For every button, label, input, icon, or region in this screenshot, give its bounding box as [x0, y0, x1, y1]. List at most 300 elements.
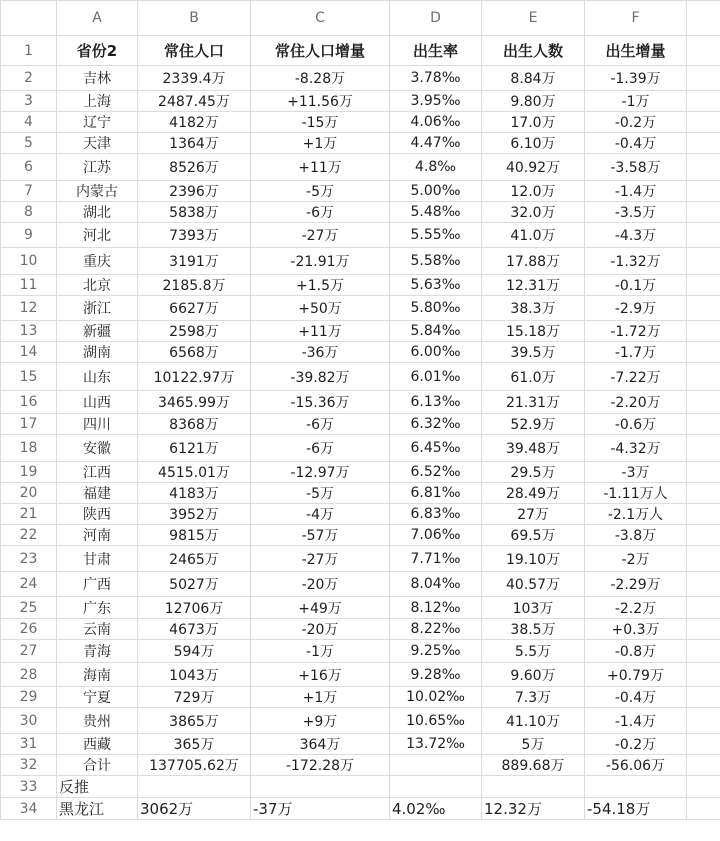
- cell-d31[interactable]: 13.72‰: [390, 734, 482, 755]
- cell-b17[interactable]: 8368万: [138, 414, 251, 435]
- cell-b29[interactable]: 729万: [138, 687, 251, 708]
- cell-a4[interactable]: 辽宁: [57, 112, 138, 133]
- cell-f28[interactable]: +0.79万: [585, 663, 687, 687]
- cell-g19[interactable]: [687, 462, 720, 483]
- cell-f2[interactable]: -1.39万: [585, 66, 687, 91]
- cell-e1[interactable]: 出生人数: [482, 36, 585, 66]
- table-row: [1, 462, 720, 483]
- cell-d5[interactable]: 4.47‰: [390, 133, 482, 154]
- cell-e24[interactable]: 40.57万: [482, 572, 585, 597]
- cell-d11[interactable]: 5.63‰: [390, 275, 482, 296]
- cell-b34[interactable]: 3062万: [138, 798, 251, 820]
- cell-e8[interactable]: 32.0万: [482, 202, 585, 223]
- row-number[interactable]: 20: [1, 483, 57, 504]
- cell-a23[interactable]: 甘肃: [57, 546, 138, 572]
- cell-b21[interactable]: 3952万: [138, 504, 251, 525]
- cell-g18[interactable]: [687, 435, 720, 462]
- cell-e3[interactable]: 9.80万: [482, 91, 585, 112]
- cell-b16[interactable]: 3465.99万: [138, 391, 251, 414]
- cell-b1[interactable]: 常住人口: [138, 36, 251, 66]
- cell-c10[interactable]: -21.91万: [251, 248, 390, 275]
- row-number[interactable]: 17: [1, 414, 57, 435]
- cell-a27[interactable]: 青海: [57, 640, 138, 663]
- cell-b11[interactable]: 2185.8万: [138, 275, 251, 296]
- column-header-c[interactable]: C: [251, 1, 390, 36]
- cell-f32[interactable]: -56.06万: [585, 755, 687, 776]
- cell-a7[interactable]: 内蒙古: [57, 181, 138, 202]
- cell-c3[interactable]: +11.56万: [251, 91, 390, 112]
- cell-g4[interactable]: [687, 112, 720, 133]
- table-row: [1, 572, 720, 597]
- cell-c21[interactable]: -4万: [251, 504, 390, 525]
- cell-g14[interactable]: [687, 342, 720, 363]
- cell-a16[interactable]: 山西: [57, 391, 138, 414]
- cell-b31[interactable]: 365万: [138, 734, 251, 755]
- cell-e7[interactable]: 12.0万: [482, 181, 585, 202]
- cell-g15[interactable]: [687, 363, 720, 391]
- table-row: [1, 663, 720, 687]
- cell-e28[interactable]: 9.60万: [482, 663, 585, 687]
- cell-g12[interactable]: [687, 296, 720, 321]
- cell-e17[interactable]: 52.9万: [482, 414, 585, 435]
- cell-a32[interactable]: 合计: [57, 755, 138, 776]
- cell-c27[interactable]: -1万: [251, 640, 390, 663]
- cell-a12[interactable]: 浙江: [57, 296, 138, 321]
- row-number[interactable]: 28: [1, 663, 57, 687]
- cell-a30[interactable]: 贵州: [57, 708, 138, 734]
- row-number[interactable]: 18: [1, 435, 57, 462]
- cell-c13[interactable]: +11万: [251, 321, 390, 342]
- cell-b9[interactable]: 7393万: [138, 223, 251, 248]
- table-row: [1, 275, 720, 296]
- cell-g16[interactable]: [687, 391, 720, 414]
- cell-b8[interactable]: 5838万: [138, 202, 251, 223]
- column-header-g[interactable]: [687, 1, 720, 36]
- cell-a1[interactable]: 省份2: [57, 36, 138, 66]
- cell-f21[interactable]: -2.1万人: [585, 504, 687, 525]
- cell-b26[interactable]: 4673万: [138, 619, 251, 640]
- cell-d27[interactable]: 9.25‰: [390, 640, 482, 663]
- column-header-b[interactable]: B: [138, 1, 251, 36]
- row-number[interactable]: 3: [1, 91, 57, 112]
- cell-d4[interactable]: 4.06‰: [390, 112, 482, 133]
- cell-g26[interactable]: [687, 619, 720, 640]
- cell-e13[interactable]: 15.18万: [482, 321, 585, 342]
- cell-e19[interactable]: 29.5万: [482, 462, 585, 483]
- cell-a20[interactable]: 福建: [57, 483, 138, 504]
- cell-f20[interactable]: -1.11万人: [585, 483, 687, 504]
- cell-b2[interactable]: 2339.4万: [138, 66, 251, 91]
- cell-g33[interactable]: [687, 776, 720, 798]
- cell-a34[interactable]: 黑龙江: [57, 798, 138, 820]
- cell-d7[interactable]: 5.00‰: [390, 181, 482, 202]
- cell-d34[interactable]: 4.02‰: [390, 798, 482, 820]
- cell-f30[interactable]: -1.4万: [585, 708, 687, 734]
- cell-f25[interactable]: -2.2万: [585, 597, 687, 619]
- cell-f6[interactable]: -3.58万: [585, 154, 687, 181]
- cell-e25[interactable]: 103万: [482, 597, 585, 619]
- cell-g32[interactable]: [687, 755, 720, 776]
- cell-g22[interactable]: [687, 525, 720, 546]
- cell-d32[interactable]: [390, 755, 482, 776]
- row-number[interactable]: 7: [1, 181, 57, 202]
- cell-f8[interactable]: -3.5万: [585, 202, 687, 223]
- cell-f27[interactable]: -0.8万: [585, 640, 687, 663]
- cell-e27[interactable]: 5.5万: [482, 640, 585, 663]
- cell-g6[interactable]: [687, 154, 720, 181]
- cell-b30[interactable]: 3865万: [138, 708, 251, 734]
- cell-f1[interactable]: 出生增量: [585, 36, 687, 66]
- table-row: [1, 619, 720, 640]
- cell-d3[interactable]: 3.95‰: [390, 91, 482, 112]
- cell-c15[interactable]: -39.82万: [251, 363, 390, 391]
- cell-f11[interactable]: -0.1万: [585, 275, 687, 296]
- cell-d1[interactable]: 出生率: [390, 36, 482, 66]
- cell-d6[interactable]: 4.8‰: [390, 154, 482, 181]
- row-number[interactable]: 1: [1, 36, 57, 66]
- cell-g13[interactable]: [687, 321, 720, 342]
- cell-b19[interactable]: 4515.01万: [138, 462, 251, 483]
- cell-c20[interactable]: -5万: [251, 483, 390, 504]
- cell-e31[interactable]: 5万: [482, 734, 585, 755]
- cell-c4[interactable]: -15万: [251, 112, 390, 133]
- cell-e5[interactable]: 6.10万: [482, 133, 585, 154]
- cell-b25[interactable]: 12706万: [138, 597, 251, 619]
- cell-d13[interactable]: 5.84‰: [390, 321, 482, 342]
- cell-a21[interactable]: 陕西: [57, 504, 138, 525]
- cell-d8[interactable]: 5.48‰: [390, 202, 482, 223]
- cell-c11[interactable]: +1.5万: [251, 275, 390, 296]
- table-row: [1, 640, 720, 663]
- cell-g11[interactable]: [687, 275, 720, 296]
- cell-f18[interactable]: -4.32万: [585, 435, 687, 462]
- cell-d21[interactable]: 6.83‰: [390, 504, 482, 525]
- cell-a28[interactable]: 海南: [57, 663, 138, 687]
- cell-g9[interactable]: [687, 223, 720, 248]
- cell-f17[interactable]: -0.6万: [585, 414, 687, 435]
- cell-c18[interactable]: -6万: [251, 435, 390, 462]
- cell-d30[interactable]: 10.65‰: [390, 708, 482, 734]
- cell-b12[interactable]: 6627万: [138, 296, 251, 321]
- cell-c6[interactable]: +11万: [251, 154, 390, 181]
- cell-g8[interactable]: [687, 202, 720, 223]
- cell-f9[interactable]: -4.3万: [585, 223, 687, 248]
- cell-d12[interactable]: 5.80‰: [390, 296, 482, 321]
- cell-g5[interactable]: [687, 133, 720, 154]
- cell-g23[interactable]: [687, 546, 720, 572]
- cell-d18[interactable]: 6.45‰: [390, 435, 482, 462]
- cell-g21[interactable]: [687, 504, 720, 525]
- cell-f13[interactable]: -1.72万: [585, 321, 687, 342]
- column-header-row: [1, 1, 720, 36]
- cell-c7[interactable]: -5万: [251, 181, 390, 202]
- cell-g24[interactable]: [687, 572, 720, 597]
- cell-a10[interactable]: 重庆: [57, 248, 138, 275]
- cell-f26[interactable]: +0.3万: [585, 619, 687, 640]
- cell-c12[interactable]: +50万: [251, 296, 390, 321]
- cell-a31[interactable]: 西藏: [57, 734, 138, 755]
- cell-e14[interactable]: 39.5万: [482, 342, 585, 363]
- table-row: [1, 202, 720, 223]
- row-number[interactable]: 26: [1, 619, 57, 640]
- cell-e33[interactable]: [482, 776, 585, 798]
- cell-a33[interactable]: 反推: [57, 776, 138, 798]
- cell-g25[interactable]: [687, 597, 720, 619]
- cell-d24[interactable]: 8.04‰: [390, 572, 482, 597]
- cell-c28[interactable]: +16万: [251, 663, 390, 687]
- table-row: [1, 435, 720, 462]
- cell-a6[interactable]: 江苏: [57, 154, 138, 181]
- row-number[interactable]: 22: [1, 525, 57, 546]
- cell-e6[interactable]: 40.92万: [482, 154, 585, 181]
- cell-f12[interactable]: -2.9万: [585, 296, 687, 321]
- cell-c34[interactable]: -37万: [251, 798, 390, 820]
- cell-d33[interactable]: [390, 776, 482, 798]
- column-header-f[interactable]: F: [585, 1, 687, 36]
- cell-a18[interactable]: 安徽: [57, 435, 138, 462]
- column-header-d[interactable]: D: [390, 1, 482, 36]
- row-number[interactable]: 21: [1, 504, 57, 525]
- cell-d25[interactable]: 8.12‰: [390, 597, 482, 619]
- cell-c24[interactable]: -20万: [251, 572, 390, 597]
- row-number[interactable]: 5: [1, 133, 57, 154]
- cell-e2[interactable]: 8.84万: [482, 66, 585, 91]
- cell-a19[interactable]: 江西: [57, 462, 138, 483]
- table-row: [1, 342, 720, 363]
- cell-g2[interactable]: [687, 66, 720, 91]
- cell-a3[interactable]: 上海: [57, 91, 138, 112]
- cell-d15[interactable]: 6.01‰: [390, 363, 482, 391]
- cell-d29[interactable]: 10.02‰: [390, 687, 482, 708]
- cell-d19[interactable]: 6.52‰: [390, 462, 482, 483]
- cell-e21[interactable]: 27万: [482, 504, 585, 525]
- row-number[interactable]: 19: [1, 462, 57, 483]
- cell-a26[interactable]: 云南: [57, 619, 138, 640]
- cell-c1[interactable]: 常住人口增量: [251, 36, 390, 66]
- cell-b15[interactable]: 10122.97万: [138, 363, 251, 391]
- cell-f29[interactable]: -0.4万: [585, 687, 687, 708]
- cell-b28[interactable]: 1043万: [138, 663, 251, 687]
- cell-g17[interactable]: [687, 414, 720, 435]
- cell-b13[interactable]: 2598万: [138, 321, 251, 342]
- cell-c33[interactable]: [251, 776, 390, 798]
- cell-g10[interactable]: [687, 248, 720, 275]
- cell-a8[interactable]: 湖北: [57, 202, 138, 223]
- row-number[interactable]: 2: [1, 66, 57, 91]
- row-number[interactable]: 11: [1, 275, 57, 296]
- row-number[interactable]: 25: [1, 597, 57, 619]
- cell-a13[interactable]: 新疆: [57, 321, 138, 342]
- cell-d16[interactable]: 6.13‰: [390, 391, 482, 414]
- cell-e30[interactable]: 41.10万: [482, 708, 585, 734]
- cell-b20[interactable]: 4183万: [138, 483, 251, 504]
- cell-e12[interactable]: 38.3万: [482, 296, 585, 321]
- cell-f3[interactable]: -1万: [585, 91, 687, 112]
- cell-g7[interactable]: [687, 181, 720, 202]
- row-number[interactable]: 29: [1, 687, 57, 708]
- table-row: [1, 248, 720, 275]
- cell-e9[interactable]: 41.0万: [482, 223, 585, 248]
- cell-b22[interactable]: 9815万: [138, 525, 251, 546]
- cell-c29[interactable]: +1万: [251, 687, 390, 708]
- cell-b14[interactable]: 6568万: [138, 342, 251, 363]
- cell-c5[interactable]: +1万: [251, 133, 390, 154]
- cell-b23[interactable]: 2465万: [138, 546, 251, 572]
- cell-g28[interactable]: [687, 663, 720, 687]
- cell-f24[interactable]: -2.29万: [585, 572, 687, 597]
- cell-a2[interactable]: 吉林: [57, 66, 138, 91]
- cell-c32[interactable]: -172.28万: [251, 755, 390, 776]
- cell-c25[interactable]: +49万: [251, 597, 390, 619]
- row-number[interactable]: 32: [1, 755, 57, 776]
- cell-e20[interactable]: 28.49万: [482, 483, 585, 504]
- cell-c30[interactable]: +9万: [251, 708, 390, 734]
- cell-d22[interactable]: 7.06‰: [390, 525, 482, 546]
- cell-e16[interactable]: 21.31万: [482, 391, 585, 414]
- cell-c9[interactable]: -27万: [251, 223, 390, 248]
- cell-e11[interactable]: 12.31万: [482, 275, 585, 296]
- cell-d20[interactable]: 6.81‰: [390, 483, 482, 504]
- cell-d9[interactable]: 5.55‰: [390, 223, 482, 248]
- cell-e29[interactable]: 7.3万: [482, 687, 585, 708]
- cell-c16[interactable]: -15.36万: [251, 391, 390, 414]
- cell-b32[interactable]: 137705.62万: [138, 755, 251, 776]
- cell-f14[interactable]: -1.7万: [585, 342, 687, 363]
- row-number[interactable]: 30: [1, 708, 57, 734]
- cell-a14[interactable]: 湖南: [57, 342, 138, 363]
- cell-e4[interactable]: 17.0万: [482, 112, 585, 133]
- cell-d26[interactable]: 8.22‰: [390, 619, 482, 640]
- cell-a5[interactable]: 天津: [57, 133, 138, 154]
- row-number[interactable]: 12: [1, 296, 57, 321]
- cell-g31[interactable]: [687, 734, 720, 755]
- cell-b33[interactable]: [138, 776, 251, 798]
- cell-b3[interactable]: 2487.45万: [138, 91, 251, 112]
- row-number[interactable]: 27: [1, 640, 57, 663]
- cell-c19[interactable]: -12.97万: [251, 462, 390, 483]
- cell-e26[interactable]: 38.5万: [482, 619, 585, 640]
- cell-c26[interactable]: -20万: [251, 619, 390, 640]
- row-number[interactable]: 13: [1, 321, 57, 342]
- row-number[interactable]: 9: [1, 223, 57, 248]
- cell-e15[interactable]: 61.0万: [482, 363, 585, 391]
- cell-c31[interactable]: 364万: [251, 734, 390, 755]
- cell-c22[interactable]: -57万: [251, 525, 390, 546]
- row-number[interactable]: 6: [1, 154, 57, 181]
- cell-f5[interactable]: -0.4万: [585, 133, 687, 154]
- row-number[interactable]: 33: [1, 776, 57, 798]
- cell-f4[interactable]: -0.2万: [585, 112, 687, 133]
- cell-b10[interactable]: 3191万: [138, 248, 251, 275]
- row-number[interactable]: 15: [1, 363, 57, 391]
- table-row: [1, 734, 720, 755]
- cell-b24[interactable]: 5027万: [138, 572, 251, 597]
- row-number[interactable]: 31: [1, 734, 57, 755]
- cell-f16[interactable]: -2.20万: [585, 391, 687, 414]
- cell-a25[interactable]: 广东: [57, 597, 138, 619]
- cell-a11[interactable]: 北京: [57, 275, 138, 296]
- cell-f15[interactable]: -7.22万: [585, 363, 687, 391]
- table-row: [1, 223, 720, 248]
- cell-d28[interactable]: 9.28‰: [390, 663, 482, 687]
- cell-e34[interactable]: 12.32万: [482, 798, 585, 820]
- cell-d2[interactable]: 3.78‰: [390, 66, 482, 91]
- table-row: [1, 597, 720, 619]
- cell-f34[interactable]: -54.18万: [585, 798, 687, 820]
- cell-g30[interactable]: [687, 708, 720, 734]
- select-all-corner[interactable]: [1, 1, 57, 36]
- cell-f31[interactable]: -0.2万: [585, 734, 687, 755]
- cell-a15[interactable]: 山东: [57, 363, 138, 391]
- row-number[interactable]: 4: [1, 112, 57, 133]
- row-number[interactable]: 24: [1, 572, 57, 597]
- table-row: [1, 546, 720, 572]
- cell-e32[interactable]: 889.68万: [482, 755, 585, 776]
- cell-c2[interactable]: -8.28万: [251, 66, 390, 91]
- cell-f7[interactable]: -1.4万: [585, 181, 687, 202]
- cell-b5[interactable]: 1364万: [138, 133, 251, 154]
- cell-f33[interactable]: [585, 776, 687, 798]
- cell-d17[interactable]: 6.32‰: [390, 414, 482, 435]
- cell-b6[interactable]: 8526万: [138, 154, 251, 181]
- cell-c8[interactable]: -6万: [251, 202, 390, 223]
- cell-e10[interactable]: 17.88万: [482, 248, 585, 275]
- cell-a29[interactable]: 宁夏: [57, 687, 138, 708]
- row-number[interactable]: 34: [1, 798, 57, 820]
- table-row: [1, 181, 720, 202]
- cell-e22[interactable]: 69.5万: [482, 525, 585, 546]
- column-header-e[interactable]: E: [482, 1, 585, 36]
- row-number[interactable]: 16: [1, 391, 57, 414]
- cell-d14[interactable]: 6.00‰: [390, 342, 482, 363]
- cell-a22[interactable]: 河南: [57, 525, 138, 546]
- cell-g20[interactable]: [687, 483, 720, 504]
- column-header-a[interactable]: A: [57, 1, 138, 36]
- row-number[interactable]: 10: [1, 248, 57, 275]
- cell-e18[interactable]: 39.48万: [482, 435, 585, 462]
- cell-g27[interactable]: [687, 640, 720, 663]
- cell-d10[interactable]: 5.58‰: [390, 248, 482, 275]
- cell-e23[interactable]: 19.10万: [482, 546, 585, 572]
- row-number[interactable]: 23: [1, 546, 57, 572]
- cell-c14[interactable]: -36万: [251, 342, 390, 363]
- cell-f23[interactable]: -2万: [585, 546, 687, 572]
- cell-a24[interactable]: 广西: [57, 572, 138, 597]
- cell-f10[interactable]: -1.32万: [585, 248, 687, 275]
- row-number[interactable]: 8: [1, 202, 57, 223]
- table-row: [1, 91, 720, 112]
- cell-g3[interactable]: [687, 91, 720, 112]
- cell-a9[interactable]: 河北: [57, 223, 138, 248]
- cell-d23[interactable]: 7.71‰: [390, 546, 482, 572]
- cell-b4[interactable]: 4182万: [138, 112, 251, 133]
- cell-g1[interactable]: [687, 36, 720, 66]
- table-row: [1, 525, 720, 546]
- cell-b27[interactable]: 594万: [138, 640, 251, 663]
- cell-b18[interactable]: 6121万: [138, 435, 251, 462]
- cell-f19[interactable]: -3万: [585, 462, 687, 483]
- cell-a17[interactable]: 四川: [57, 414, 138, 435]
- cell-c17[interactable]: -6万: [251, 414, 390, 435]
- row-number[interactable]: 14: [1, 342, 57, 363]
- cell-f22[interactable]: -3.8万: [585, 525, 687, 546]
- cell-g29[interactable]: [687, 687, 720, 708]
- cell-c23[interactable]: -27万: [251, 546, 390, 572]
- cell-g34[interactable]: [687, 798, 720, 820]
- cell-b7[interactable]: 2396万: [138, 181, 251, 202]
- table-row: [1, 112, 720, 133]
- table-row: [1, 776, 720, 798]
